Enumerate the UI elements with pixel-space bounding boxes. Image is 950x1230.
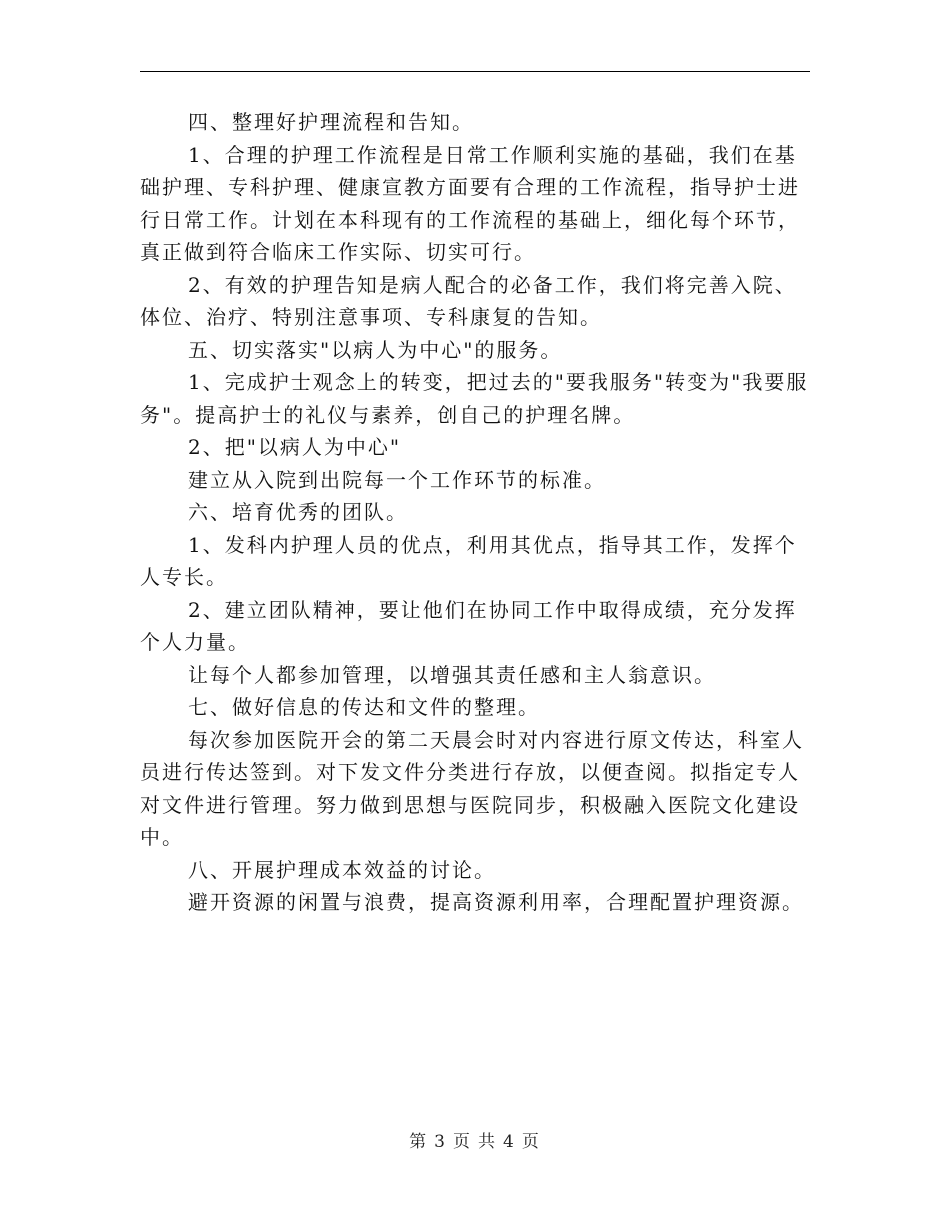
paragraph: 1、完成护士观念上的转变，把过去的"要我服务"转变为"我要服务"。提高护士的礼仪与素养，创自己的护理名牌。 [140, 370, 809, 427]
paragraph: 1、合理的护理工作流程是日常工作顺利实施的基础，我们在基础护理、专科护理、健康宣教方面要有合理的工作流程，指导护士进行日常工作。计划在本科现有的工作流程的基础上，细化每个环节，真正做到符合临床工作实际、切实可行。 [140, 142, 800, 264]
current-page-number: 3 [434, 1132, 447, 1152]
footer-suffix: 页 [521, 1132, 541, 1152]
paragraph: 让每个人都参加管理，以增强其责任感和主人翁意识。 [188, 662, 716, 687]
heading-section-8: 八、开展护理成本效益的讨论。 [188, 857, 496, 882]
paragraph: 每次参加医院开会的第二天晨会时对内容进行原文传达，科室人员进行传达签到。对下发文件分类进行存放，以便查阅。拟指定专人对文件进行管理。努力做到思想与医院同步，积极融入医院文化建设中。 [140, 727, 804, 849]
paragraph: 2、建立团队精神，要让他们在协同工作中取得成绩，充分发挥个人力量。 [140, 597, 797, 654]
total-pages-number: 4 [503, 1132, 516, 1152]
header-rule [140, 71, 810, 72]
heading-section-4: 四、整理好护理流程和告知。 [188, 110, 474, 134]
footer-total-word: 共 [478, 1132, 497, 1152]
footer-page-word: 页 [453, 1132, 472, 1152]
paragraph: 2、有效的护理告知是病人配合的必备工作，我们将完善入院、体位、治疗、特别注意事项、专科康复的告知。 [140, 272, 797, 329]
paragraph: 避开资源的闲置与浪费，提高资源利用率，合理配置护理资源。 [188, 890, 804, 914]
paragraph: 1、发科内护理人员的优点，利用其优点，指导其工作，发挥个人专长。 [140, 532, 797, 589]
page-footer [0, 1127, 950, 1152]
heading-section-7: 七、做好信息的传达和文件的整理。 [188, 695, 540, 719]
heading-section-6: 六、培育优秀的团队。 [188, 500, 408, 524]
heading-section-5: 五、切实落实"以病人为中心"的服务。 [188, 337, 563, 362]
footer-prefix: 第 [409, 1132, 429, 1152]
paragraph: 建立从入院到出院每一个工作环节的标准。 [188, 467, 606, 492]
document-body [140, 106, 810, 919]
paragraph: 2、把"以病人为中心" [188, 435, 402, 459]
